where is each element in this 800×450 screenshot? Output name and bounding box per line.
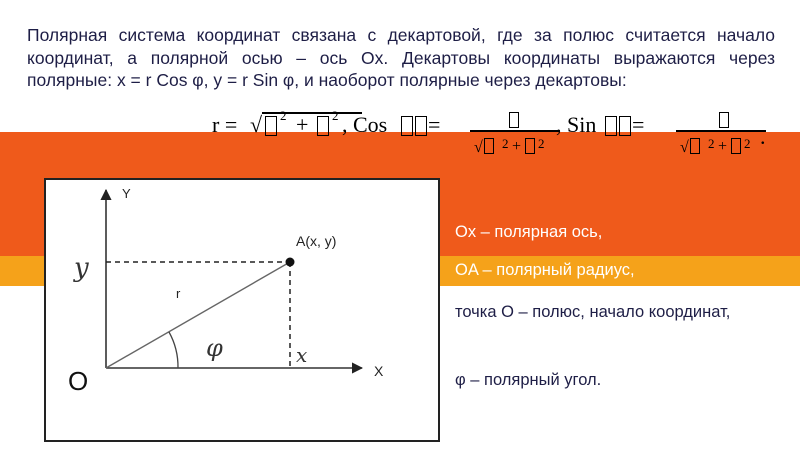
polar-diagram-svg bbox=[46, 180, 438, 440]
formula-den-exp-1: 2 bbox=[502, 136, 509, 151]
formula-var-box-2 bbox=[316, 114, 330, 140]
formula-num-box-2 bbox=[718, 106, 730, 132]
formula-den-exp-2: 2 bbox=[538, 136, 545, 151]
formula-end-dot: . bbox=[760, 124, 766, 149]
formula-exp-2: 2 bbox=[332, 108, 339, 123]
formula-exp-1: 2 bbox=[280, 108, 287, 123]
radius-line bbox=[106, 262, 290, 368]
formula-den-box-4 bbox=[730, 138, 742, 157]
formula-den-box-2 bbox=[524, 138, 536, 157]
handwritten-x: x bbox=[296, 343, 308, 367]
point-a bbox=[286, 258, 295, 267]
y-axis-label: Y bbox=[122, 186, 131, 201]
formula-den-plus-2: + bbox=[718, 138, 728, 155]
point-a-label: A(x, y) bbox=[296, 233, 337, 249]
formula-cos-label: , Cos bbox=[342, 112, 388, 137]
formula-var-box-1 bbox=[264, 114, 278, 140]
formula-eq-1: = bbox=[428, 112, 441, 137]
note-polar-radius: OA – полярный радиус, bbox=[455, 261, 635, 279]
formula-frac-line-2 bbox=[676, 130, 766, 132]
formula-plus: + bbox=[296, 112, 309, 137]
formula-num-box-1 bbox=[508, 106, 520, 132]
formula-den-exp-4: 2 bbox=[744, 136, 751, 151]
conversion-formula bbox=[212, 106, 772, 166]
intro-paragraph: Полярная система координат связана с декартовой, где за полюс считается начало координат, а полярной осью – ось Ox. Декартовы координаты выражаются через полярные: x = r Cos φ, y = r Sin φ, и наоборот полярные через декартовы: bbox=[27, 25, 775, 90]
formula-sin-label: , Sin bbox=[556, 112, 597, 137]
formula-den-sqrt-1: √ bbox=[474, 138, 495, 157]
handwritten-y: y bbox=[74, 253, 89, 283]
formula-frac-line-1 bbox=[470, 130, 560, 132]
formula-sqrt-sign: √ bbox=[250, 112, 263, 137]
formula-eq-2: = bbox=[632, 112, 645, 137]
formula-r-eq: r = bbox=[212, 112, 238, 137]
origin-label: O bbox=[68, 366, 89, 396]
note-pole: точка O – полюс, начало координат, bbox=[455, 303, 731, 321]
angle-arc bbox=[169, 332, 178, 368]
polar-diagram bbox=[44, 178, 440, 442]
formula-phi-box-1 bbox=[400, 114, 428, 140]
handwritten-phi: φ bbox=[206, 334, 223, 362]
radius-label: r bbox=[176, 286, 181, 301]
note-polar-axis: Ox – полярная ось, bbox=[455, 223, 603, 241]
formula-phi-box-2 bbox=[604, 114, 632, 140]
formula-den-exp-3: 2 bbox=[708, 136, 715, 151]
formula-den-plus-1: + bbox=[512, 138, 522, 155]
x-axis-label: X bbox=[374, 363, 384, 379]
note-polar-angle: φ – полярный угол. bbox=[455, 371, 602, 389]
formula-den-sqrt-2: √ bbox=[680, 138, 701, 157]
